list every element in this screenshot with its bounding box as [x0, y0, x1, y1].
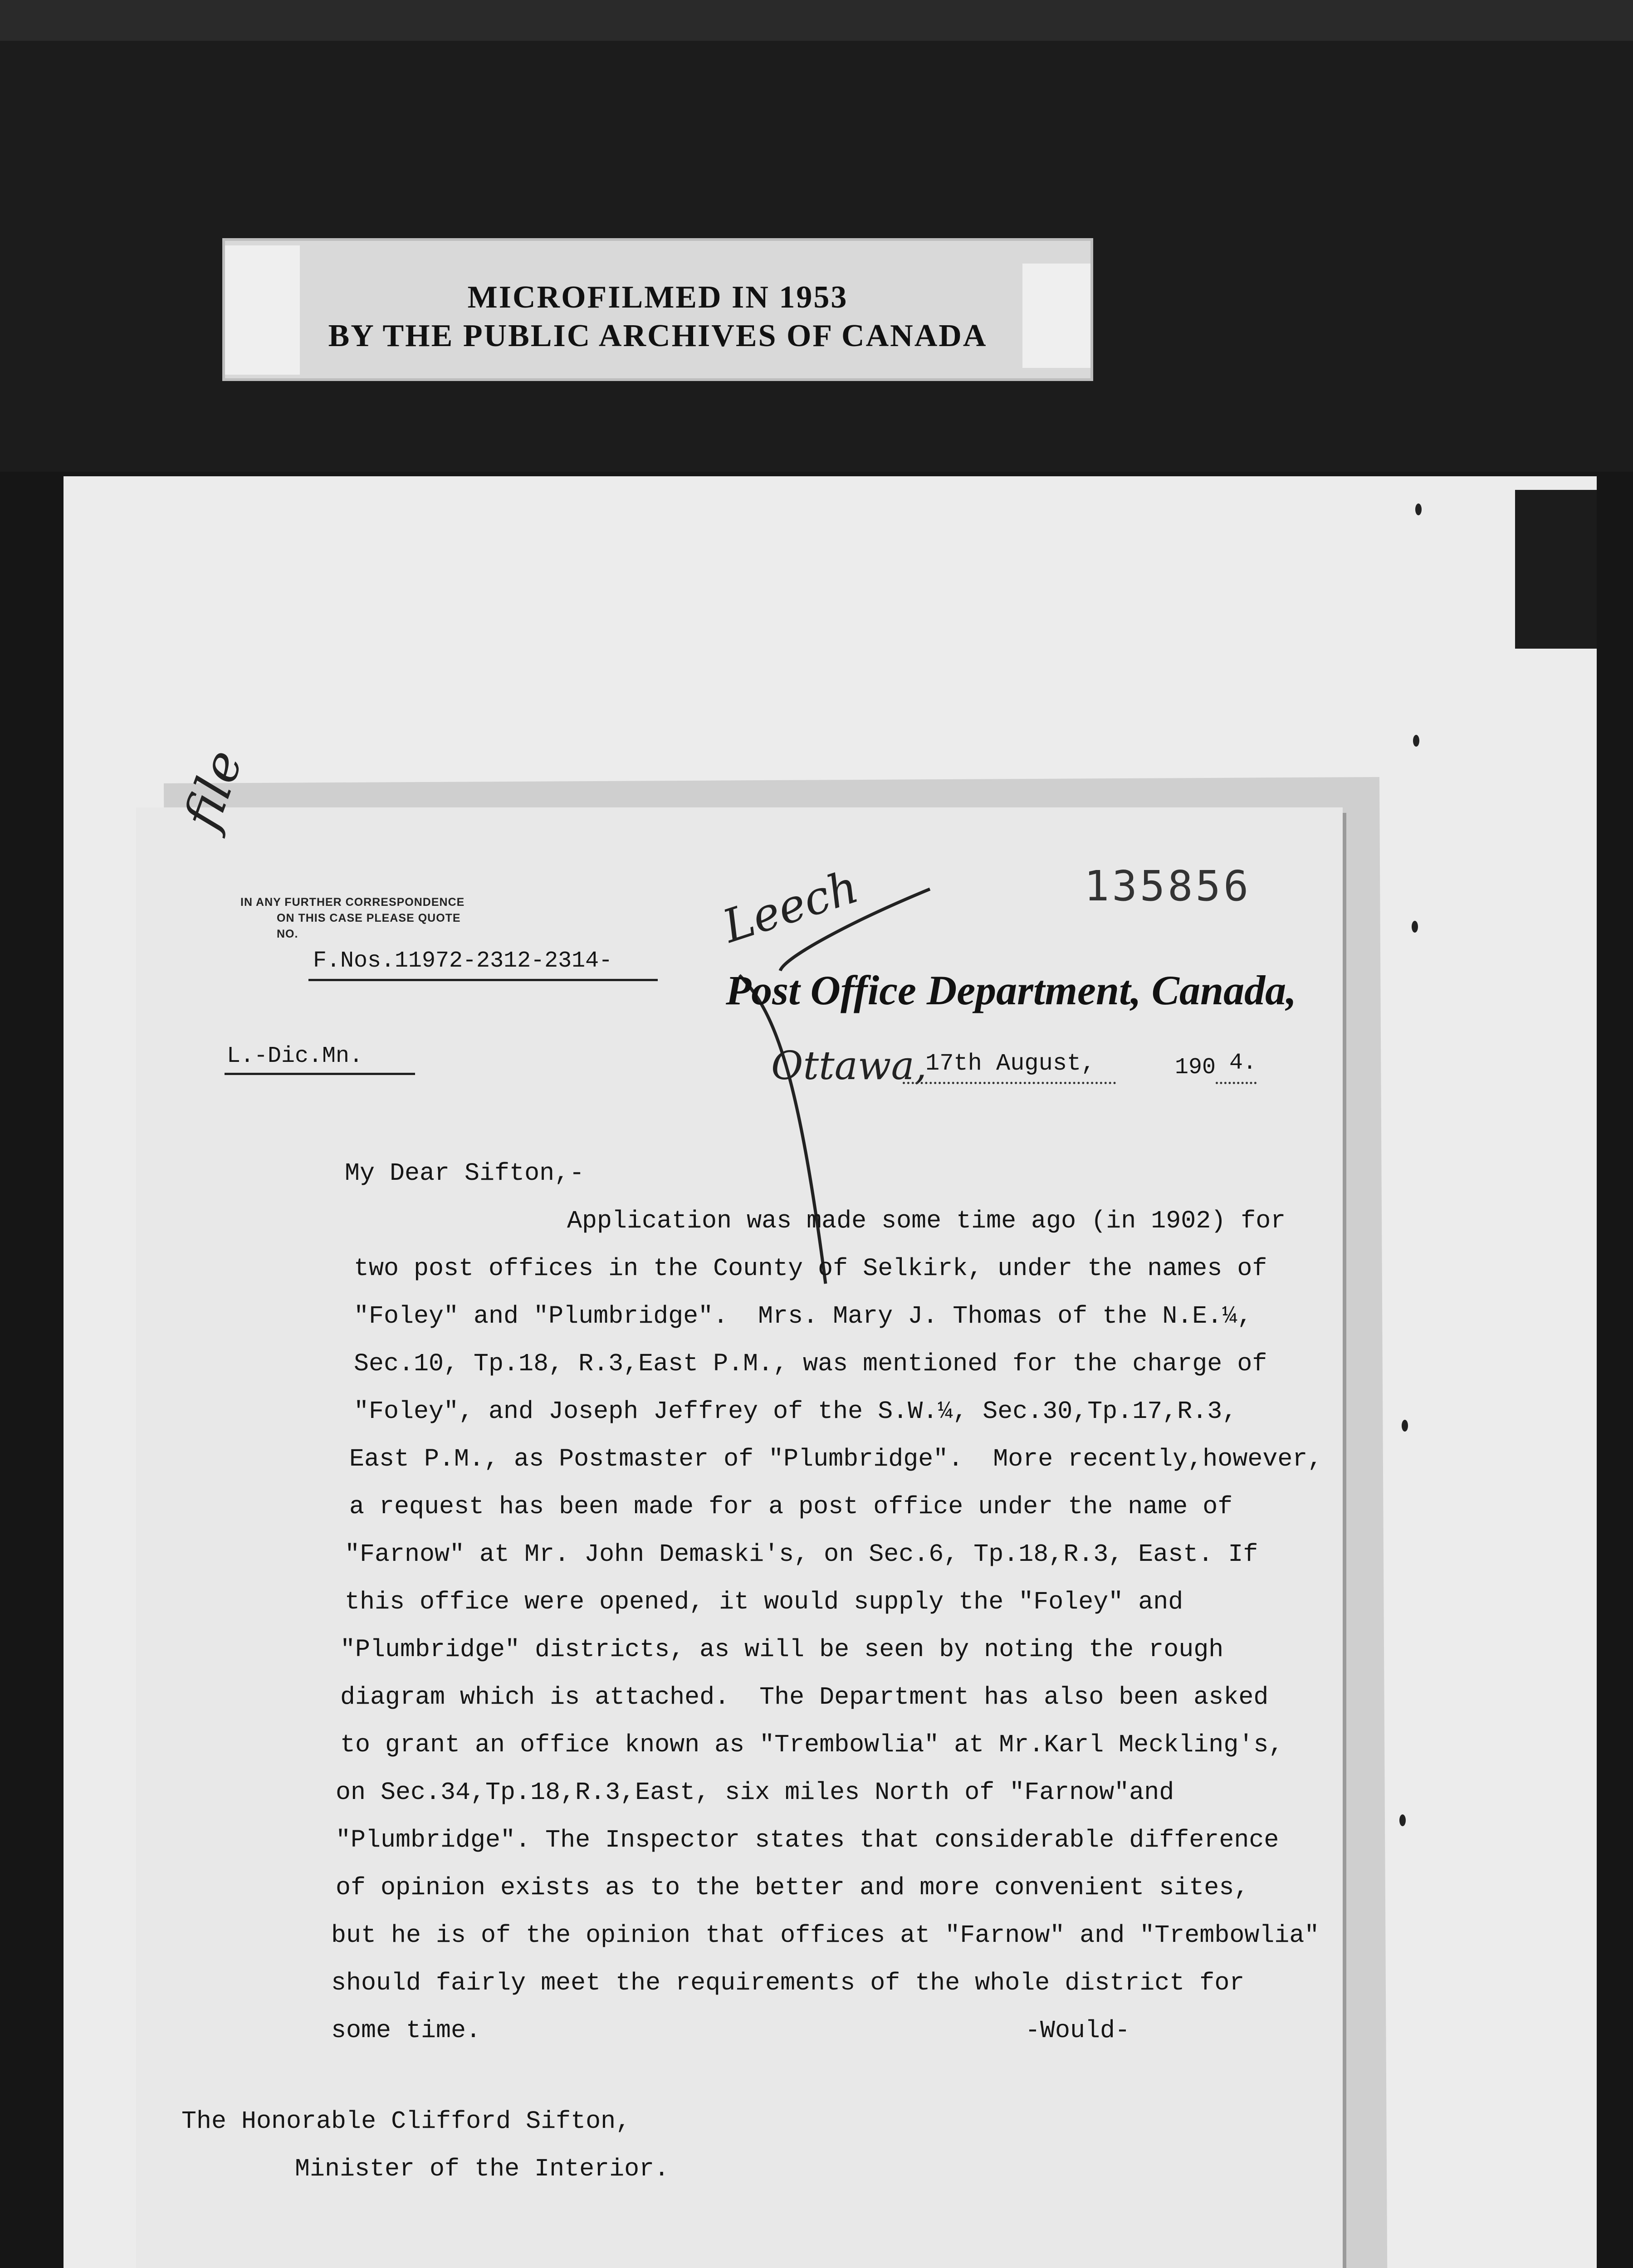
addressee-line2: Minister of the Interior. — [295, 2155, 670, 2183]
department-heading: Post Office Department, Canada, — [726, 967, 1297, 1013]
year-suffix: 4. — [1229, 1050, 1257, 1076]
body-line: to grant an office known as "Trembowlia" at Mr.Karl Meckling's, — [340, 1730, 1284, 1759]
punch-mark — [1413, 735, 1419, 747]
body-line: but he is of the opinion that offices at "Farnow" and "Trembowlia" — [331, 1921, 1320, 1950]
body-line: some time. — [331, 2016, 481, 2045]
body-line: this office were opened, it would supply the "Foley" and — [345, 1588, 1183, 1616]
body-line: of opinion exists as to the better and more convenient sites, — [336, 1873, 1249, 1902]
file-number: F.Nos.11972-2312-2314- — [313, 948, 613, 974]
board-corner-shadow — [1515, 490, 1597, 649]
body-line: should fairly meet the requirements of the whole district for — [331, 1969, 1245, 1997]
body-line: "Foley" and "Plumbridge". Mrs. Mary J. Thomas of the N.E.¼, — [354, 1302, 1252, 1330]
punch-mark — [1412, 921, 1418, 933]
microfilm-label-card — [222, 238, 1093, 381]
reference: L.-Dic.Mn. — [227, 1043, 363, 1069]
stamp-number: 135856 — [1084, 862, 1252, 910]
file-number-underline — [308, 979, 658, 981]
year-prefix: 190 — [1175, 1055, 1216, 1080]
microfilm-label-line1: MICROFILMED IN 1953 — [467, 280, 848, 315]
catchword: -Would- — [1025, 2016, 1130, 2045]
body-line: Sec.10, Tp.18, R.3,East P.M., was mentioned for the charge of — [354, 1349, 1267, 1378]
microfilm-edge — [0, 0, 1633, 41]
year-dotted-line — [1216, 1082, 1257, 1084]
microfilm-frame-top — [0, 0, 1633, 472]
body-line: a request has been made for a post office under the name of — [349, 1492, 1233, 1521]
place: Ottawa, — [771, 1043, 927, 1089]
body-line: two post offices in the County of Selkirk, under the names of — [354, 1254, 1267, 1283]
quote-notice-line1: IN ANY FURTHER CORRESPONDENCE — [240, 896, 465, 909]
quote-notice-line3: NO. — [277, 928, 298, 940]
body-line: diagram which is attached. The Department has also been asked — [340, 1683, 1269, 1711]
date-dotted-line — [903, 1082, 1116, 1084]
letter-page — [136, 742, 1343, 2268]
punch-mark — [1399, 1814, 1406, 1826]
body-line: on Sec.34,Tp.18,R.3,East, six miles North of "Farnow"and — [336, 1778, 1174, 1807]
addressee-line1: The Honorable Clifford Sifton, — [181, 2107, 631, 2136]
punch-mark — [1402, 1420, 1408, 1432]
handwritten-name: Leech — [716, 860, 865, 953]
body-line: "Foley", and Joseph Jeffrey of the S.W.¼, Sec.30,Tp.17,R.3, — [354, 1397, 1237, 1426]
salutation: My Dear Sifton,- — [345, 1159, 585, 1188]
body-line: Application was made some time ago (in 1902) for — [567, 1207, 1286, 1235]
reference-underline — [225, 1073, 415, 1075]
body-line: "Plumbridge". The Inspector states that considerable difference — [336, 1826, 1279, 1854]
body-line: "Plumbridge" districts, as will be seen by noting the rough — [340, 1635, 1224, 1664]
date: 17th August, — [925, 1050, 1095, 1077]
punch-mark — [1415, 503, 1422, 515]
body-line: East P.M., as Postmaster of "Plumbridge". More recently,however, — [349, 1445, 1323, 1473]
quote-notice-line2: ON THIS CASE PLEASE QUOTE — [277, 912, 461, 924]
handwritten-file-note: file — [172, 742, 254, 836]
body-line: "Farnow" at Mr. John Demaski's, on Sec.6, Tp.18,R.3, East. If — [345, 1540, 1258, 1569]
microfilm-label-line2: BY THE PUBLIC ARCHIVES OF CANADA — [328, 318, 988, 353]
